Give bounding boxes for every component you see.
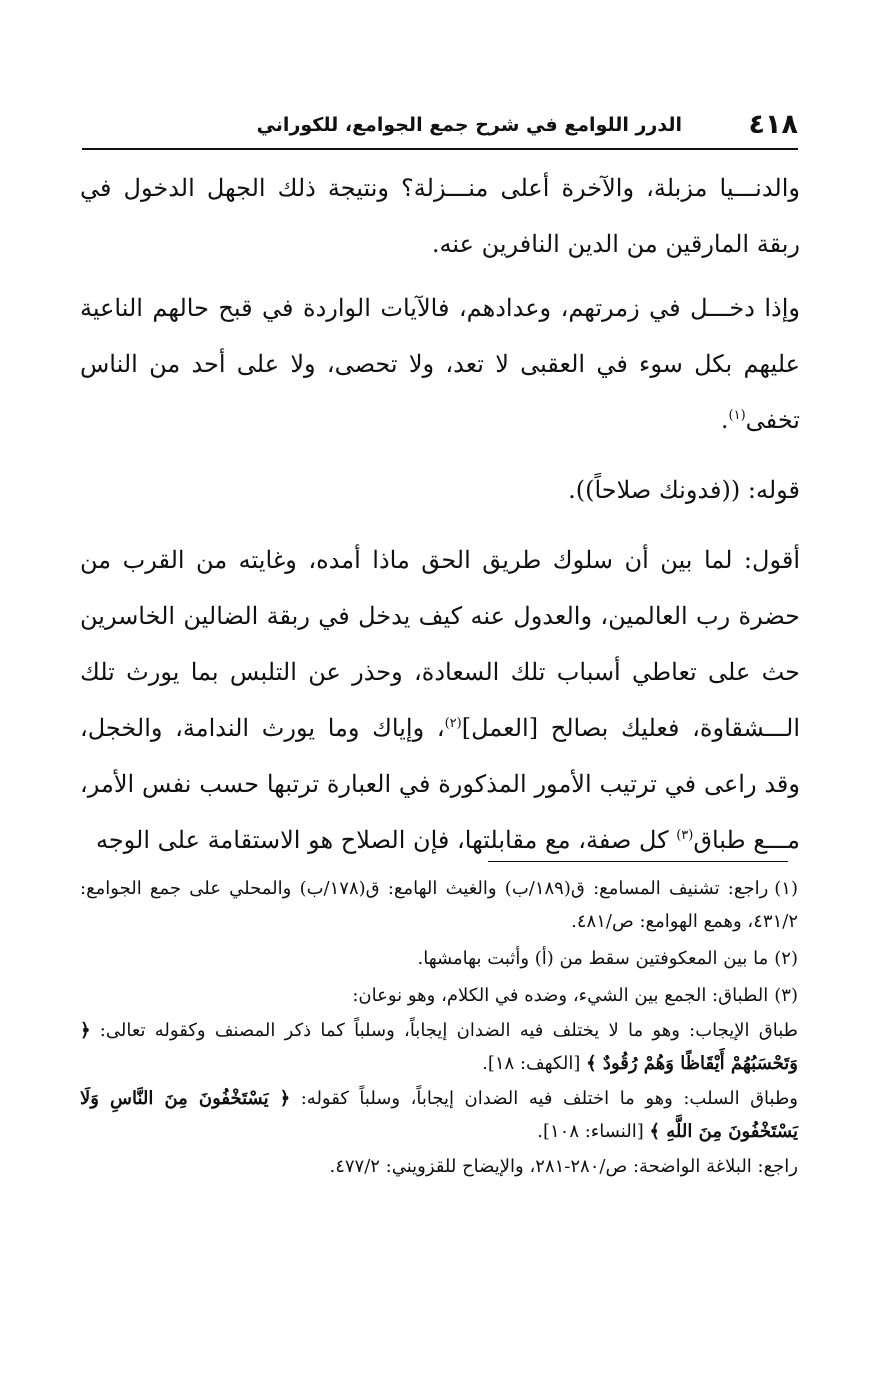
footnote-ref-1: (١): [728, 408, 746, 423]
paragraph-4-part-a: أقول: لما بين أن سلوك طريق الحق ماذا أمده، وغايته من القرب من حضرة رب العالمين، والعدول عنه كيف يدخل في ربقة الضالين الخاسرين حث على تعاطي أسباب تلك السعادة، وحذر عن التلبس بما يورث تلك الـــشقاوة، فعليك بصالح [العمل]: [80, 546, 801, 742]
main-text: [80, 160, 800, 882]
footnote-number: (٢): [774, 948, 798, 969]
footnote-text: الطباق: الجمع بين الشيء، وضده في الكلام، وهو نوعان:: [352, 985, 769, 1006]
paragraph-3: [80, 462, 800, 518]
paragraph-2-end: .: [720, 406, 729, 434]
footnote-3-salb: [80, 1082, 798, 1148]
footnote-3-sources: راجع: البلاغة الواضحة: ص/٢٨٠-٢٨١، والإيضاح للقزويني: ٤٧٧/٢.: [329, 1156, 798, 1177]
paragraph-4-part-c: كل صفة، مع مقابلتها، فإن الصلاح هو الاستقامة على الوجه: [95, 826, 677, 854]
footnote-number: (١): [774, 878, 798, 899]
ijab-text: طباق الإيجاب: وهو ما لا يختلف فيه الضدان إيجاباً، وسلباً كما ذكر المصنف وكقوله تعالى:: [90, 1020, 798, 1041]
paragraph-4-part-b: ، وإياك وما يورث الندامة، والخجل، وقد راعى في ترتيب الأمور المذكورة في العبارة ترتبها حسب نفس الأمر، مـــع طباق: [80, 714, 800, 854]
footnote-ref-3: (٣): [676, 828, 694, 843]
footnote-text: راجع: تشنيف المسامع: ق(١٨٩/ب) والغيث الهامع: ق(١٧٨/ب) والمحلي على جمع الجوامع: ٤٣١/٢، وهمع الهوامع: ص/٤٨١.: [80, 878, 798, 932]
footnote-ref-2: (٢): [444, 716, 462, 731]
paragraph-4: [80, 532, 800, 868]
kahf-reference: [الكهف: ١٨].: [482, 1053, 587, 1074]
running-title: الدرر اللوامع في شرح جمع الجوامع، للكوراني: [256, 114, 682, 136]
footnote-3: [80, 979, 798, 1183]
page-header: [82, 106, 798, 150]
quote-label: قوله:: [740, 476, 800, 504]
footnotes: [80, 872, 798, 1187]
footnote-1: [80, 872, 798, 938]
footnote-2: [80, 942, 798, 975]
footnote-3-ijab: [80, 1014, 798, 1080]
page-number: ٤١٨: [748, 109, 798, 140]
paragraph-2: [80, 280, 800, 448]
footnote-separator: [488, 861, 788, 862]
footnote-text: ما بين المعكوفتين سقط من (أ) وأثبت بهامشها.: [417, 948, 769, 969]
quote-text: ((فدونك صلاحاً)).: [568, 476, 741, 504]
quran-verse-kahf: ﴿ وَتَحْسَبُهُمْ أَيْقَاظًا وَهُمْ رُقُودٌ ﴾: [80, 1020, 798, 1074]
nisa-reference: [النساء: ١٠٨].: [537, 1121, 650, 1142]
salb-text: وطباق السلب: وهو ما اختلف فيه الضدان إيجاباً، وسلباً كقوله:: [290, 1088, 798, 1109]
footnote-number: (٣): [774, 985, 798, 1006]
quran-verse-nisa: ﴿ يَسْتَخْفُونَ مِنَ النَّاسِ وَلَا يَسْتَخْفُونَ مِنَ اللَّهِ ﴾: [80, 1088, 798, 1142]
paragraph-2-text: وإذا دخـــل في زمرتهم، وعدادهم، فالآيات الواردة في قبح حالهم الناعية عليهم بكل سوء في العقبى لا تعد، ولا تحصى، ولا على أحد من الناس تخفى: [80, 294, 800, 434]
paragraph-1: والدنـــيا مزبلة، والآخرة أعلى منـــزلة؟ ونتيجة ذلك الجهل الدخول في ربقة المارقين من الدين النافرين عنه.: [80, 174, 800, 258]
